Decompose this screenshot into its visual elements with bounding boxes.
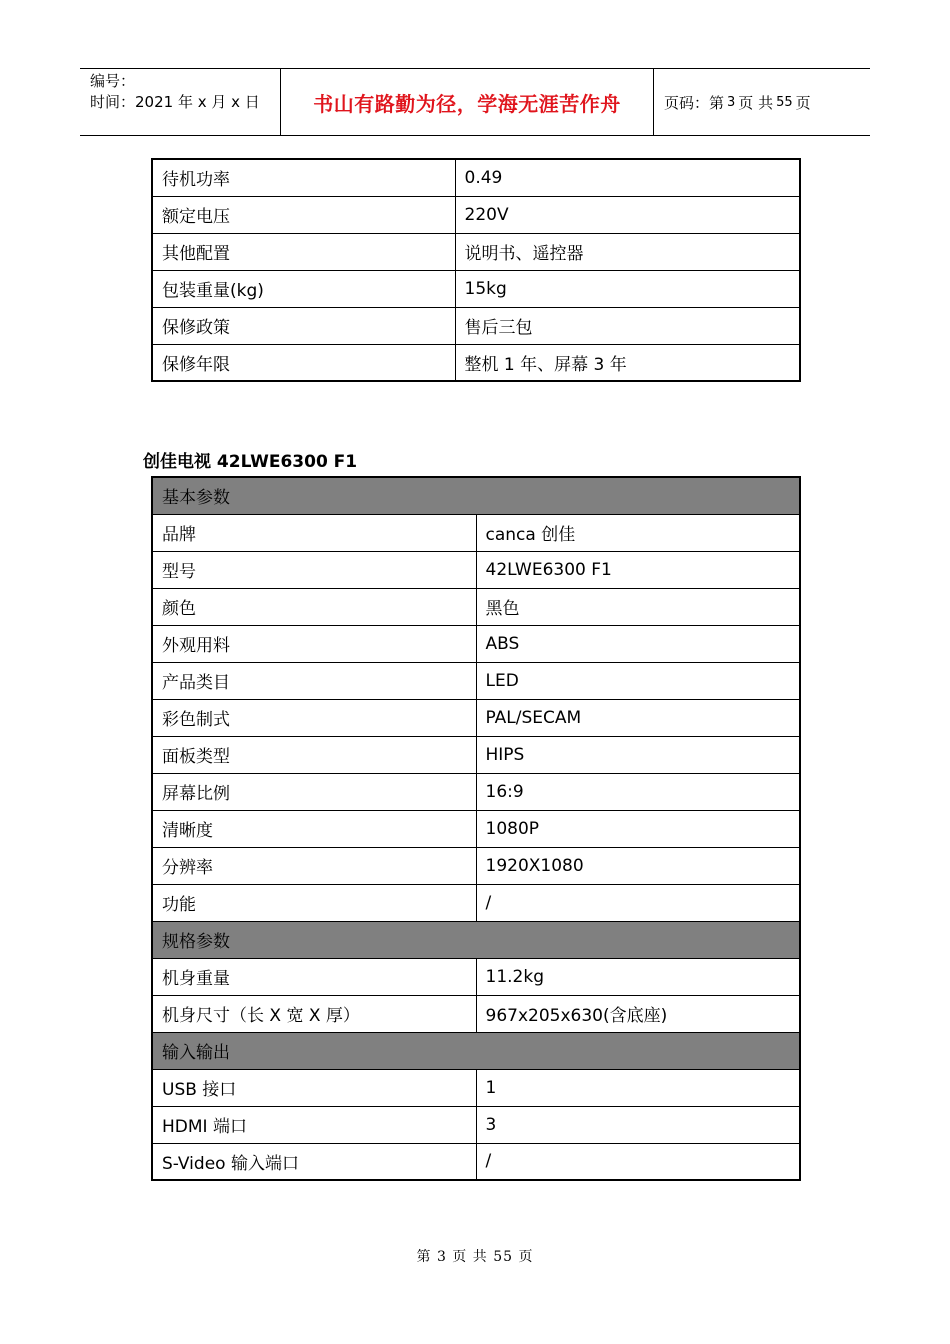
- row-label: 机身尺寸（长 X 宽 X 厚）: [152, 995, 476, 1032]
- row-value: 967x205x630(含底座): [476, 995, 800, 1032]
- table-row: [152, 1106, 800, 1143]
- header-page-info: [654, 69, 870, 135]
- page-footer: 第 3 页 共 55 页: [416, 1249, 534, 1265]
- io-header: 输入输出: [152, 1032, 800, 1069]
- table-row: [152, 699, 800, 736]
- product-spec-table: [151, 476, 801, 1181]
- row-label: 清晰度: [152, 810, 476, 847]
- row-label: USB 接口: [152, 1069, 476, 1106]
- row-label: 待机功率: [152, 159, 455, 196]
- table-row: [152, 662, 800, 699]
- table-row: [152, 625, 800, 662]
- table-row: [152, 270, 800, 307]
- row-label: 颜色: [152, 588, 476, 625]
- spec-table-continued: [151, 158, 801, 382]
- row-label: 型号: [152, 551, 476, 588]
- row-label: 其他配置: [152, 233, 455, 270]
- row-value: 0.49: [455, 159, 800, 196]
- section-header-row: [152, 1032, 800, 1069]
- table-row: [152, 551, 800, 588]
- row-value: 220V: [455, 196, 800, 233]
- row-value: HIPS: [476, 736, 800, 773]
- time-label: 时间：2021 年 x 月 x 日: [90, 93, 260, 111]
- row-value: 15kg: [455, 270, 800, 307]
- row-label: 额定电压: [152, 196, 455, 233]
- row-label: 品牌: [152, 514, 476, 551]
- page-mid: 页 共: [738, 93, 774, 112]
- row-label: 保修年限: [152, 344, 455, 381]
- header-motto: 书山有路勤为径，学海无涯苦作舟: [281, 69, 654, 135]
- table-row: [152, 773, 800, 810]
- row-value: /: [476, 1143, 800, 1180]
- spec-params-header: 规格参数: [152, 921, 800, 958]
- row-value: 1920X1080: [476, 847, 800, 884]
- row-label: S-Video 输入端口: [152, 1143, 476, 1180]
- table-row: [152, 344, 800, 381]
- row-value: ABS: [476, 625, 800, 662]
- row-value: 42LWE6300 F1: [476, 551, 800, 588]
- row-label: HDMI 端口: [152, 1106, 476, 1143]
- row-label: 机身重量: [152, 958, 476, 995]
- basic-params-header: 基本参数: [152, 477, 800, 514]
- row-value: LED: [476, 662, 800, 699]
- header-meta: [80, 69, 281, 135]
- page-number: 3: [727, 94, 736, 110]
- row-value: 售后三包: [455, 307, 800, 344]
- row-value: 说明书、遥控器: [455, 233, 800, 270]
- row-label: 分辨率: [152, 847, 476, 884]
- row-label: 功能: [152, 884, 476, 921]
- page-suffix: 页: [795, 93, 811, 112]
- table-row: [152, 736, 800, 773]
- row-label: 彩色制式: [152, 699, 476, 736]
- table-row: [152, 159, 800, 196]
- number-label: 编号：: [90, 72, 136, 90]
- table-row: [152, 810, 800, 847]
- row-label: 外观用料: [152, 625, 476, 662]
- row-label: 产品类目: [152, 662, 476, 699]
- page-prefix: 页码：第: [664, 93, 725, 112]
- table-row: [152, 958, 800, 995]
- page-total: 55: [776, 94, 793, 110]
- section-header-row: [152, 477, 800, 514]
- table-row: [152, 847, 800, 884]
- row-label: 屏幕比例: [152, 773, 476, 810]
- table-row: [152, 1069, 800, 1106]
- row-value: 黑色: [476, 588, 800, 625]
- section-header-row: [152, 921, 800, 958]
- row-value: /: [476, 884, 800, 921]
- product-title: 创佳电视 42LWE6300 F1: [143, 452, 358, 472]
- row-value: 1: [476, 1069, 800, 1106]
- row-label: 面板类型: [152, 736, 476, 773]
- page-header: [80, 68, 870, 136]
- table-row: [152, 233, 800, 270]
- row-value: 1080P: [476, 810, 800, 847]
- table-row: [152, 588, 800, 625]
- row-value: canca 创佳: [476, 514, 800, 551]
- row-value: 11.2kg: [476, 958, 800, 995]
- table-row: [152, 514, 800, 551]
- row-value: PAL/SECAM: [476, 699, 800, 736]
- table-row: [152, 884, 800, 921]
- table-row: [152, 196, 800, 233]
- table-row: [152, 1143, 800, 1180]
- row-value: 16:9: [476, 773, 800, 810]
- table-row: [152, 307, 800, 344]
- row-value: 整机 1 年、屏幕 3 年: [455, 344, 800, 381]
- row-label: 包装重量(kg): [152, 270, 455, 307]
- table-row: [152, 995, 800, 1032]
- row-value: 3: [476, 1106, 800, 1143]
- row-label: 保修政策: [152, 307, 455, 344]
